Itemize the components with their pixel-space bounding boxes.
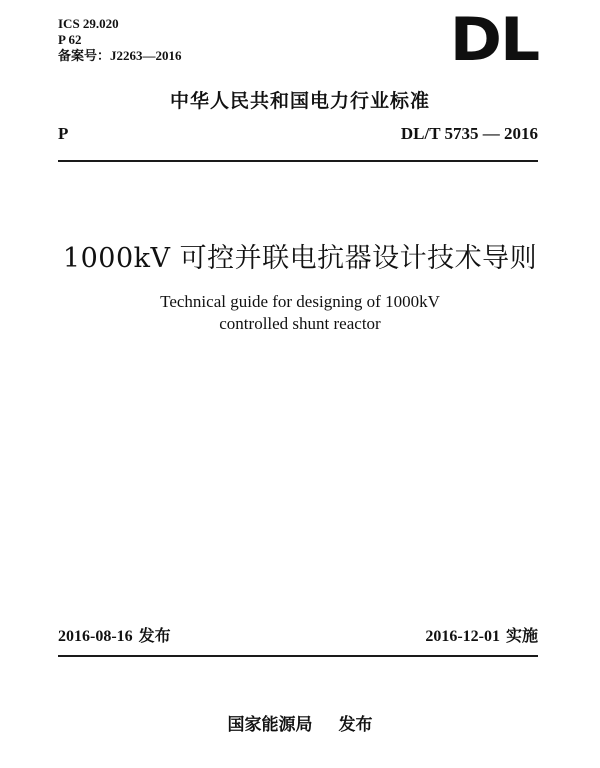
implementation-date: [425, 623, 538, 646]
english-title: [0, 291, 600, 335]
top-divider: [58, 160, 538, 162]
implementation-date-value: 2016-12-01: [425, 628, 500, 645]
standard-category-title: 中华人民共和国电力行业标准: [169, 90, 430, 112]
issue-date-value: 2016-08-16: [58, 628, 133, 645]
publisher-name: 国家能源局: [227, 715, 313, 735]
document-title: 1000kV 可控并联电抗器设计技术导则: [62, 243, 538, 274]
publisher-action: 发布: [338, 715, 373, 735]
english-title-line-1: Technical guide for designing of 1000kV: [160, 292, 440, 311]
ics-code: ICS 29.020: [58, 16, 119, 31]
standard-number: DL/T 5735 — 2016: [400, 124, 538, 143]
dl-logo: DL: [449, 5, 538, 75]
english-title-line-2: controlled shunt reactor: [219, 314, 381, 333]
standard-meta-block: [58, 16, 182, 64]
publisher-line: [0, 710, 600, 735]
record-number: 备案号：J2263—2016: [58, 48, 182, 63]
p-code: P 62: [58, 32, 82, 47]
bottom-divider: [58, 655, 538, 657]
implementation-date-label: 实施: [505, 626, 538, 645]
issue-date-label: 发布: [138, 626, 171, 645]
issue-date: [58, 623, 171, 646]
classification-code: P: [58, 124, 69, 143]
